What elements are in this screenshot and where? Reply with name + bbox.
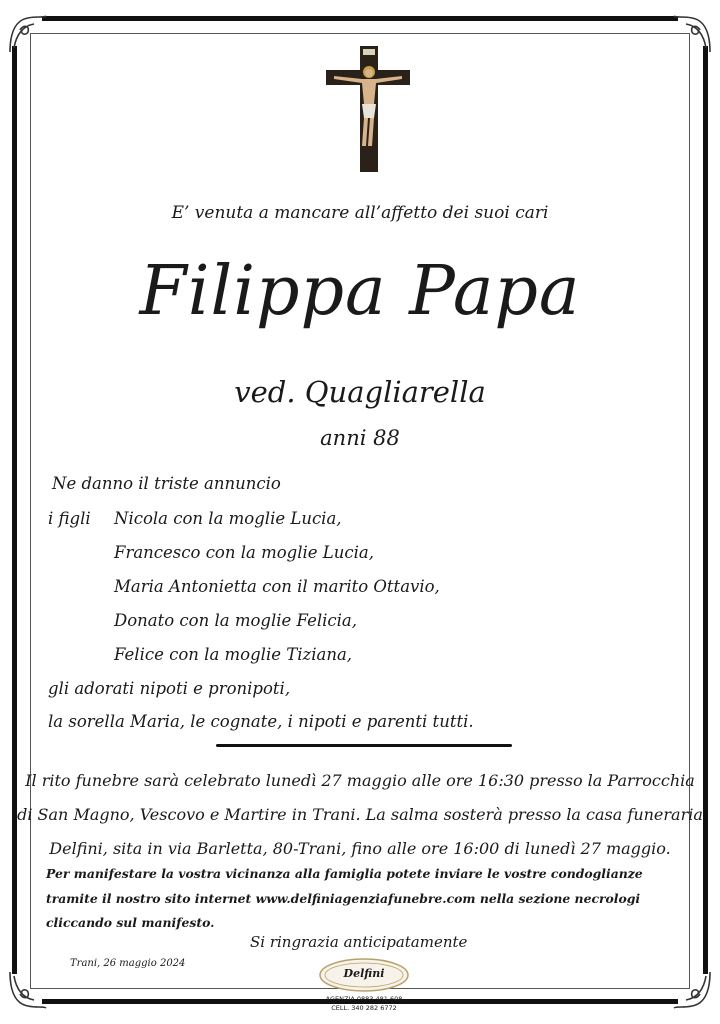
ornament-corner-icon [6,12,50,56]
intro-text: E’ venuta a mancare all’affetto dei suoi cari [171,203,549,223]
condolence-line: Per manifestare la vostra vicinanza alla famiglia potete inviare le vostre condoglianze [46,866,643,881]
funeral-line: di San Magno, Vescovo e Martire in Trani. La salma sosterà presso la casa funeraria [17,805,703,824]
thanks-text: Si ringrazia anticipatamente [250,933,468,951]
child-line: Felice con la moglie Tiziana, [114,645,353,664]
condolence-line: cliccando sul manifesto. [46,915,215,930]
deceased-name: Filippa Papa [139,252,581,331]
announce-text: Ne danno il triste annuncio [52,474,281,493]
agency-logo-icon [318,957,410,1017]
ornament-corner-icon [670,968,714,1012]
agency-phone: AGENZIA 0883 481 608 [325,995,403,1003]
condolence-line: tramite il nostro sito internet www.delfiniagenziafunebre.com nella sezione necrologi [46,891,641,906]
funeral-line: Il rito funebre sarà celebrato lunedì 27 maggio alle ore 16:30 presso la Parrocchia [25,771,695,790]
child-line: Donato con la moglie Felicia, [114,611,358,630]
child-line: Francesco con la moglie Lucia, [114,543,374,562]
age: anni 88 [320,426,400,450]
separator [216,744,512,747]
agency-name: Delfini [343,967,385,980]
relatives-line: gli adorati nipoti e pronipoti, [48,679,291,698]
place-date: Trani, 26 maggio 2024 [70,958,186,969]
crucifix-icon [326,46,410,172]
child-line: Maria Antonietta con il marito Ottavio, [114,577,440,596]
ornament-corner-icon [670,12,714,56]
funeral-line: Delfini, sita in via Barletta, 80-Trani, fino alle ore 16:00 di lunedì 27 maggio. [49,839,671,858]
ornament-corner-icon [6,968,50,1012]
widow-of: ved. Quagliarella [234,375,486,409]
relatives-line: la sorella Maria, le cognate, i nipoti e parenti tutti. [48,712,474,731]
agency-cell: CELL. 340 282 6772 [331,1004,397,1012]
children-label: i figli [48,509,91,528]
child-line: Nicola con la moglie Lucia, [114,509,342,528]
